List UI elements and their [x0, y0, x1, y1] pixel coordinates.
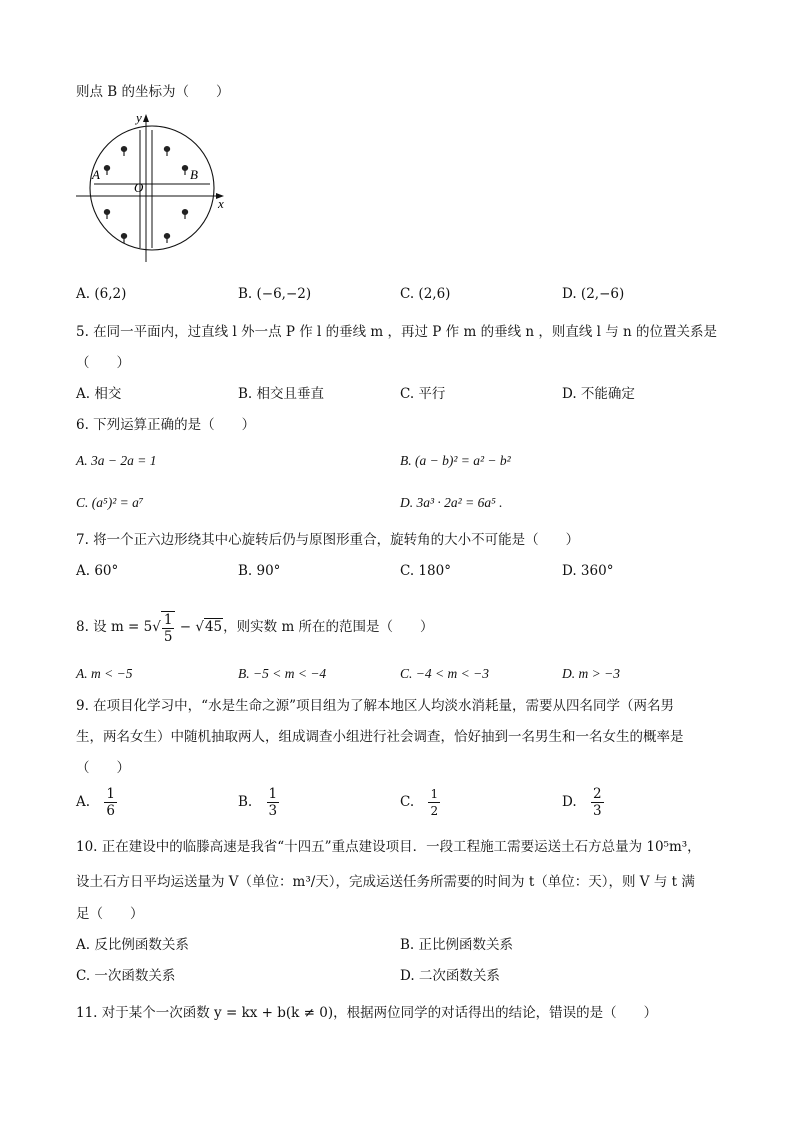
q10-option-c[interactable]: C. 一次函数关系	[76, 968, 176, 984]
q8-sqrt-fraction: √ $\frac{1}{5}$	[152, 619, 175, 635]
q5-stem-line1: 5. 在同一平面内，过直线 l 外一点 P 作 l 的垂线 m ，再过 P 作 m 的垂线 n ，则直线 l 与 n 的位置关系是	[76, 324, 718, 340]
q6-option-d[interactable]: D. 3a³ · 2a² = 6a⁵ .	[400, 495, 503, 510]
q8-minus: −	[175, 619, 196, 635]
q8-sqrt: √45	[195, 619, 223, 635]
q8-suffix: ，则实数 m 所在的范围是（ ）	[223, 619, 434, 635]
q5-option-d[interactable]: D. 不能确定	[562, 386, 635, 402]
q10-option-a[interactable]: A. 反比例函数关系	[76, 937, 189, 953]
q9-option-d-den: 3	[592, 803, 602, 819]
q9-stem-line2: 生，两名女生）中随机抽取两人，组成调查小组进行社会调查，恰好抽到一名男生和一名女生的概率是	[76, 729, 684, 745]
q6-option-a[interactable]: A. 3a − 2a = 1	[76, 453, 157, 468]
q10-stem-line2: 设土石方日平均运送量为 V（单位：m³/天），完成运送任务所需要的时间为 t（单位：天），则 V 与 t 满	[76, 874, 695, 890]
q5-stem-line2: （ ）	[76, 355, 130, 371]
q9-option-d-num: 2	[592, 786, 602, 802]
q9-option-c[interactable]	[400, 786, 440, 819]
q9-option-a-num: 1	[106, 786, 115, 802]
q10-stem-line1: 10. 正在建设中的临滕高速是我省“十四五”重点建设项目．一段工程施工需要运送土石方总量为 10⁵m³，	[76, 839, 701, 855]
q4-option-d[interactable]: D. (2,−6)	[562, 286, 625, 302]
q9-option-c-num: 1	[430, 787, 439, 801]
origin-label: O	[134, 180, 144, 195]
q7-option-c[interactable]: C. 180°	[400, 563, 451, 579]
q9-option-d-label: D.	[562, 794, 577, 810]
q8-frac-den: 5	[163, 628, 173, 645]
q9-option-b-den: 3	[268, 803, 278, 819]
q9-option-c-label: C.	[400, 794, 415, 810]
x-axis-label: x	[218, 196, 224, 211]
q4-option-b[interactable]: B. (−6,−2)	[238, 286, 312, 302]
q9-option-b[interactable]	[238, 786, 279, 819]
q4-figure	[72, 112, 232, 270]
q9-option-a[interactable]	[76, 786, 117, 819]
q4-option-a[interactable]: A. (6,2)	[76, 286, 127, 302]
q8-option-b[interactable]: B. −5 < m < −4	[238, 666, 327, 681]
q5-option-c[interactable]: C. 平行	[400, 386, 446, 402]
q10-option-b[interactable]: B. 正比例函数关系	[400, 937, 514, 953]
q10-stem-line3: 足（ ）	[76, 906, 144, 922]
point-b-label: B	[190, 167, 198, 182]
q5-option-b[interactable]: B. 相交且垂直	[238, 386, 325, 402]
q8-prefix: 8. 设 m = 5	[76, 619, 153, 635]
q4-option-c[interactable]: C. (2,6)	[400, 286, 451, 302]
q9-stem-line1: 9. 在项目化学习中，“水是生命之源”项目组为了解本地区人均淡水消耗量，需要从四名同学（两名男	[76, 698, 674, 714]
q6-option-c[interactable]: C. (a⁵)² = a⁷	[76, 495, 144, 510]
q8-option-c[interactable]: C. −4 < m < −3	[400, 666, 489, 681]
q7-option-b[interactable]: B. 90°	[238, 563, 281, 579]
q11-stem: 11. 对于某个一次函数 y = kx + b(k ≠ 0)，根据两位同学的对话得出的结论，错误的是（ ）	[76, 1005, 658, 1021]
q8-stem	[76, 610, 434, 645]
q9-option-b-num: 1	[268, 786, 278, 802]
q9-stem-line3: （ ）	[76, 760, 130, 776]
y-axis-label: y	[136, 112, 142, 125]
q5-option-a[interactable]: A. 相交	[76, 386, 122, 402]
q6-stem: 6. 下列运算正确的是（ ）	[76, 417, 256, 433]
q9-option-c-den: 2	[430, 804, 439, 818]
q7-option-d[interactable]: D. 360°	[562, 563, 614, 579]
q9-option-a-den: 6	[106, 803, 115, 819]
q9-option-b-label: B.	[238, 794, 253, 810]
q7-option-a[interactable]: A. 60°	[76, 563, 119, 579]
q8-frac-num: 1	[163, 611, 173, 628]
q7-stem: 7. 将一个正六边形绕其中心旋转后仍与原图形重合，旋转角的大小不可能是（ ）	[76, 532, 580, 548]
q8-option-d[interactable]: D. m > −3	[562, 666, 620, 681]
q6-option-b[interactable]: B. (a − b)² = a² − b²	[400, 453, 511, 468]
q8-sqrt-value: 45	[204, 619, 223, 635]
point-a-label: A	[92, 167, 100, 182]
q4-stem: 则点 B 的坐标为（ ）	[76, 84, 230, 100]
q8-option-a[interactable]: A. m < −5	[76, 666, 133, 681]
q9-option-d[interactable]	[562, 786, 604, 819]
q10-option-d[interactable]: D. 二次函数关系	[400, 968, 500, 984]
q9-option-a-label: A.	[76, 794, 91, 810]
